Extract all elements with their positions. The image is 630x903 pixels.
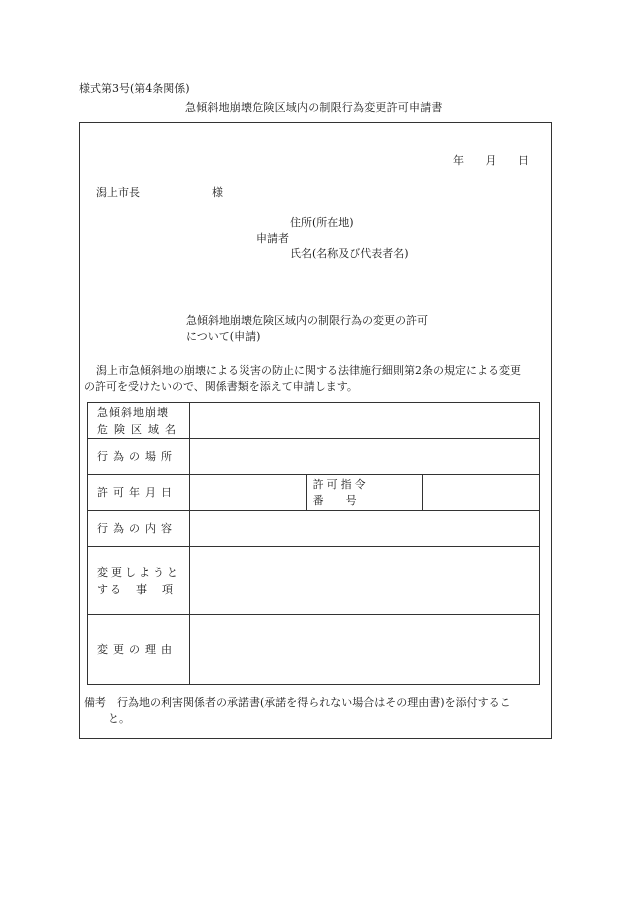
content-value[interactable] (190, 511, 540, 547)
change-reason-value[interactable] (190, 615, 540, 685)
table-row (88, 615, 540, 685)
body-text: の許可を受けたいので、関係書類を添えて申請します。 (84, 380, 358, 393)
permit-number-label: 許可指令 番 号 (306, 475, 423, 511)
table-row (88, 475, 540, 511)
location-value[interactable] (190, 439, 540, 475)
name-label: 氏名(名称及び代表者名) (290, 247, 409, 260)
subject-line: について(申請) (186, 330, 261, 343)
addressee-honorific: 様 (212, 186, 223, 199)
content-label: 行為の内容 (88, 511, 190, 547)
addressee: 潟上市長 (96, 186, 140, 199)
fields-table (87, 402, 540, 685)
change-items-label: 変更しようと する 事 項 (88, 547, 190, 615)
date-line: 年 月 日 (453, 154, 529, 167)
permit-date-value[interactable] (190, 475, 307, 511)
table-row (88, 547, 540, 615)
document-title: 急傾斜地崩壊危険区域内の制限行為変更許可申請書 (185, 101, 443, 114)
remarks: 備考 行為地の利害関係者の承諾書(承諾を得られない場合はその理由書)を添付するこ (84, 696, 511, 709)
address-label: 住所(所在地) (290, 216, 354, 229)
change-reason-label: 変更の理由 (88, 615, 190, 685)
table-row (88, 439, 540, 475)
area-name-label: 急傾斜地崩壊 危険区域名 (88, 403, 190, 439)
permit-date-label: 許可年月日 (88, 475, 190, 511)
remarks-continued: と。 (108, 712, 130, 725)
permit-number-value[interactable] (423, 475, 540, 511)
area-name-value[interactable] (190, 403, 540, 439)
table-row (88, 511, 540, 547)
table-row (88, 403, 540, 439)
location-label: 行為の場所 (88, 439, 190, 475)
form-number: 様式第3号(第4条関係) (79, 82, 190, 95)
applicant-label: 申請者 (256, 232, 289, 245)
body-text: 潟上市急傾斜地の崩壊による災害の防止に関する法律施行細則第2条の規定による変更 (96, 364, 521, 377)
change-items-value[interactable] (190, 547, 540, 615)
subject-line: 急傾斜地崩壊危険区域内の制限行為の変更の許可 (186, 314, 428, 327)
